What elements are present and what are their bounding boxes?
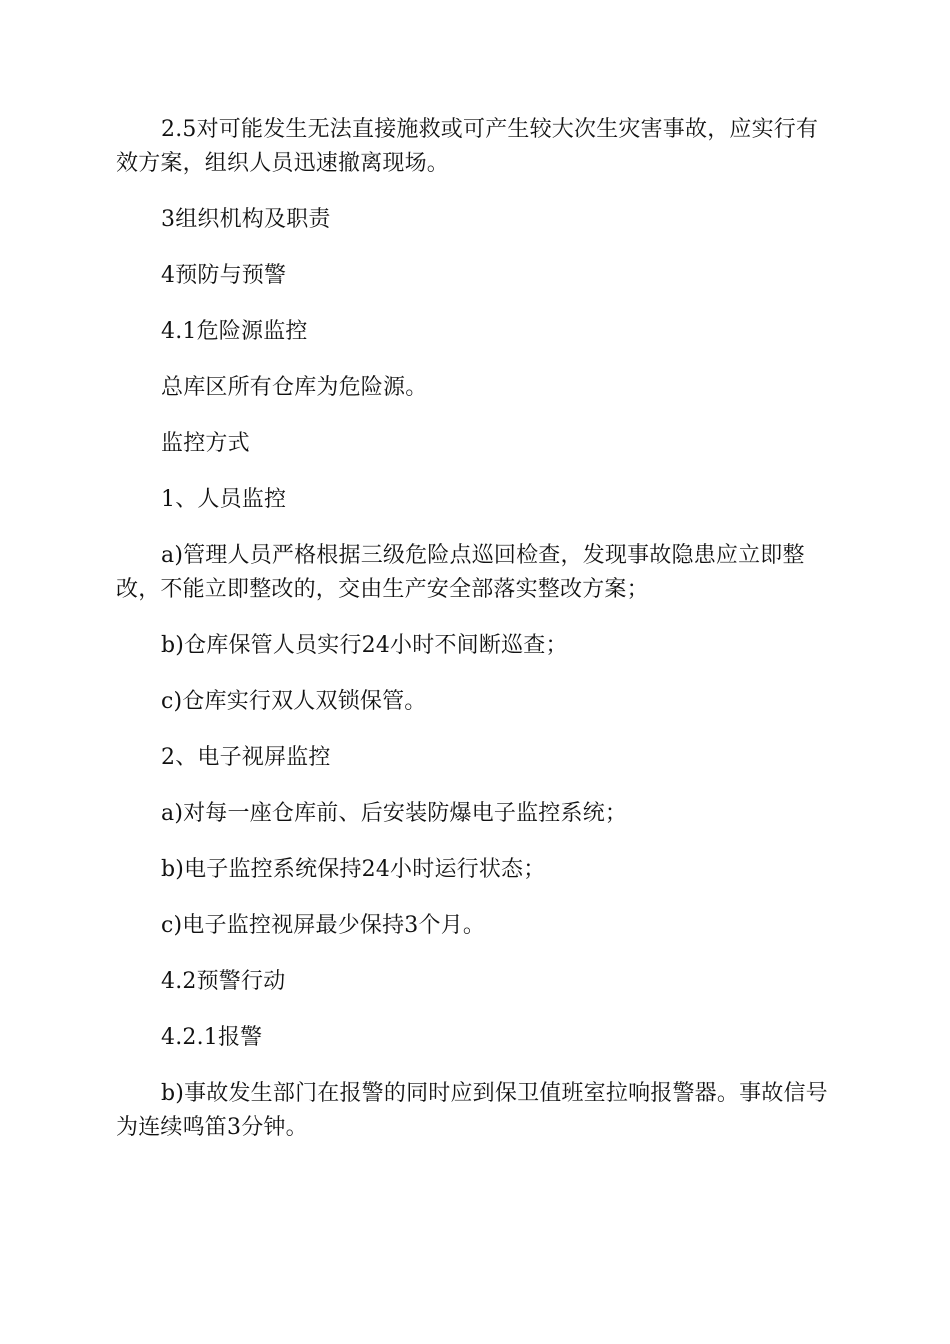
list-item-24h-patrol: b)仓库保管人员实行24小时不间断巡查； (161, 633, 568, 658)
heading-hazard-monitoring: 4.1危险源监控 (161, 319, 308, 344)
heading-alarm: 4.2.1报警 (161, 1025, 263, 1050)
document-body (116, 113, 836, 1167)
heading-organization: 3组织机构及职责 (161, 207, 331, 232)
list-item-alarm-signal: b)事故发生部门在报警的同时应到保卫值班室拉响报警器。事故信号为连续鸣笛3分钟。 (116, 1081, 828, 1140)
heading-monitoring-methods: 监控方式 (161, 431, 250, 456)
heading-video-monitoring: 2、电子视屏监控 (161, 745, 331, 770)
list-item-dual-lock: c)仓库实行双人双锁保管。 (161, 689, 427, 714)
list-item-video-retention: c)电子监控视屏最少保持3个月。 (161, 913, 486, 938)
list-item-24h-operation: b)电子监控系统保持24小时运行状态； (161, 857, 546, 882)
heading-warning-action: 4.2预警行动 (161, 969, 286, 994)
paragraph-evacuation-plan: 2.5对可能发生无法直接施救或可产生较大次生灾害事故，应实行有效方案，组织人员迅速撤离现场。 (116, 117, 819, 176)
paragraph-hazard-source: 总库区所有仓库为危险源。 (161, 375, 428, 400)
heading-personnel-monitoring: 1、人员监控 (161, 487, 287, 512)
list-item-explosion-proof-cameras: a)对每一座仓库前、后安装防爆电子监控系统； (161, 801, 628, 826)
heading-prevention-warning: 4预防与预警 (161, 263, 287, 288)
list-item-patrol-inspection: a)管理人员严格根据三级危险点巡回检查，发现事故隐患应立即整改，不能立即整改的，交由生产安全部落实整改方案； (116, 543, 805, 602)
